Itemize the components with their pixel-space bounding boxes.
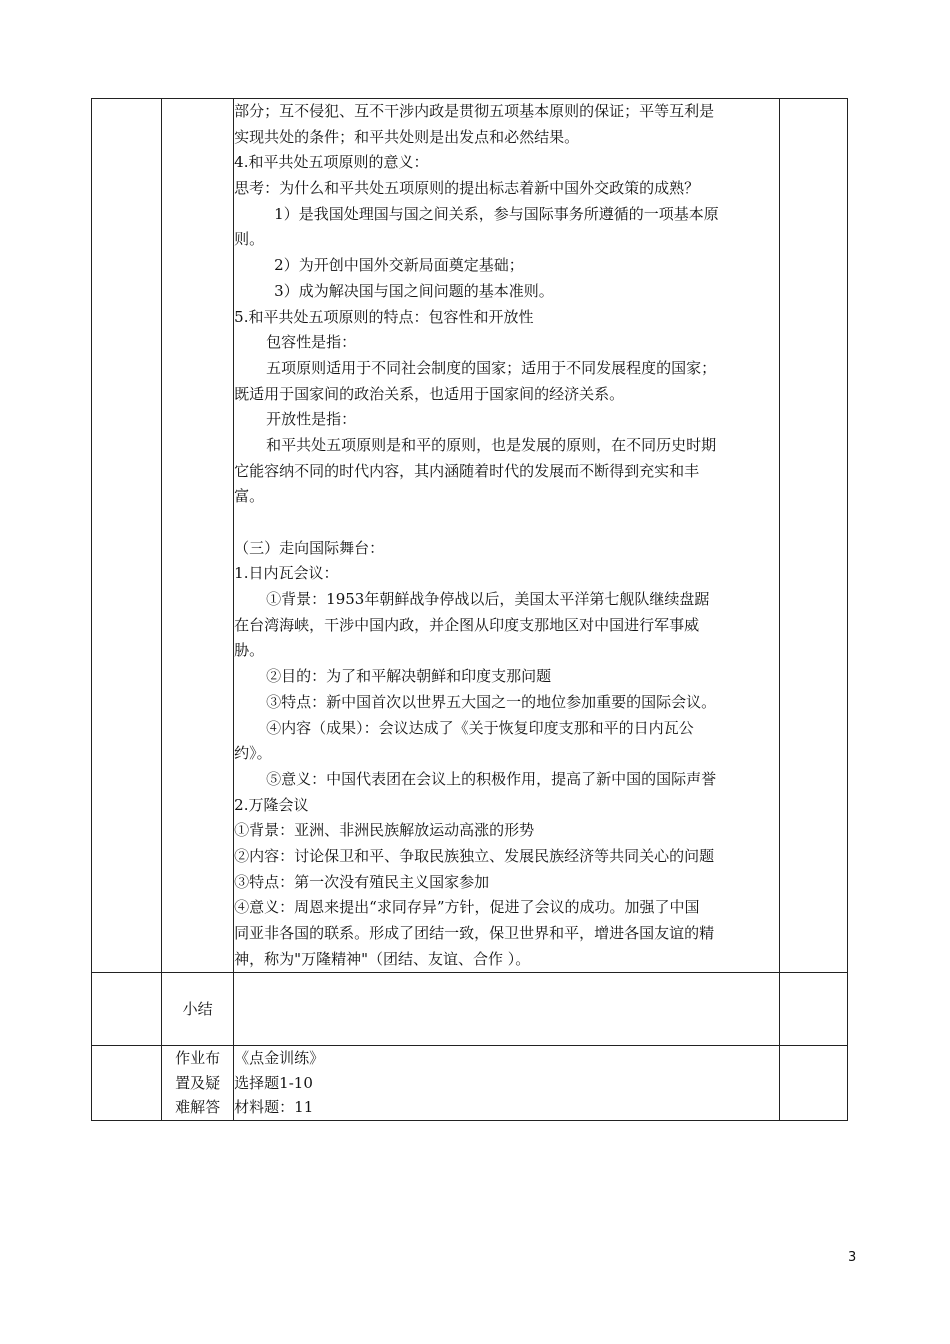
content-line: ①背景：亚洲、非洲民族解放运动高涨的形势 xyxy=(234,821,535,840)
content-line: 神，称为"万隆精神"（团结、友谊、合作 ）。 xyxy=(234,949,531,968)
homework-content-cell xyxy=(234,1046,780,1121)
content-line: 包容性是指： xyxy=(266,333,357,352)
blank-cell-1 xyxy=(92,99,162,973)
summary-blank-1 xyxy=(92,973,162,1046)
content-line: 和平共处五项原则是和平的原则，也是发展的原则，在不同历史时期 xyxy=(266,435,717,454)
content-line: 开放性是指： xyxy=(266,410,357,429)
page-number: 3 xyxy=(848,1250,857,1265)
homework-row xyxy=(92,1046,848,1121)
blank-line xyxy=(234,510,779,536)
lesson-content-cell xyxy=(234,99,780,973)
content-line: 在台湾海峡，干涉中国内政，并企图从印度支那地区对中国进行军事威 xyxy=(234,615,700,634)
content-line: ③特点：新中国首次以世界五大国之一的地位参加重要的国际会议。 xyxy=(266,692,717,711)
content-line: 既适用于国家间的政治关系，也适用于国家间的经济关系。 xyxy=(234,384,625,403)
blank-cell-4 xyxy=(779,99,847,973)
content-line: ⑤意义：中国代表团在会议上的积极作用，提高了新中国的国际声誉 xyxy=(266,769,717,788)
content-line: 它能容纳不同的时代内容，其内涵随着时代的发展而不断得到充实和丰 xyxy=(234,461,700,480)
content-line: ②目的：为了和平解决朝鲜和印度支那问题 xyxy=(266,667,552,686)
summary-content-cell xyxy=(234,973,780,1046)
content-line: 5.和平共处五项原则的特点：包容性和开放性 xyxy=(234,307,534,326)
content-line: 思考：为什么和平共处五项原则的提出标志着新中国外交政策的成熟？ xyxy=(234,179,700,198)
lesson-content xyxy=(234,99,779,972)
content-line: 同亚非各国的联系。形成了团结一致，保卫世界和平，增进各国友谊的精 xyxy=(234,924,715,942)
content-line: 则。 xyxy=(234,230,265,249)
content-line: 胁。 xyxy=(234,641,265,660)
content-line: ④内容（成果）：会议达成了《关于恢复印度支那和平的日内瓦公 xyxy=(266,718,694,737)
homework-line: 选择题1-10 xyxy=(234,1073,313,1092)
content-line: 部分；互不侵犯、互不干涉内政是贯彻五项基本原则的保证；平等互利是 xyxy=(234,102,715,120)
content-row xyxy=(92,99,848,973)
content-line: 4.和平共处五项原则的意义： xyxy=(234,153,429,172)
content-line: ①背景：1953年朝鲜战争停战以后，美国太平洋第七舰队继续盘踞 xyxy=(266,590,710,609)
lesson-plan-table xyxy=(91,98,848,1121)
content-line: 1）是我国处理国与国之间关系，参与国际事务所遵循的一项基本原 xyxy=(274,204,719,223)
content-line: ③特点：第一次没有殖民主义国家参加 xyxy=(234,872,490,891)
content-line: 2.万隆会议 xyxy=(234,795,309,814)
homework-blank-4 xyxy=(779,1046,847,1121)
homework-line: 《点金训练》 xyxy=(234,1049,325,1068)
content-line: 2）为开创中国外交新局面奠定基础； xyxy=(274,256,524,275)
content-line: ②内容：讨论保卫和平、争取民族独立、发展民族经济等共同关心的问题 xyxy=(234,846,715,865)
content-line: 3）成为解决国与国之间问题的基本准则。 xyxy=(274,281,554,300)
summary-row xyxy=(92,973,848,1046)
homework-line: 材料题：11 xyxy=(234,1098,314,1117)
content-line: （三）走向国际舞台： xyxy=(234,538,385,557)
homework-label xyxy=(162,1046,234,1121)
summary-blank-4 xyxy=(779,973,847,1046)
blank-cell-2 xyxy=(162,99,234,973)
homework-label-line: 难解答 xyxy=(175,1098,221,1117)
content-line: ④意义：周恩来提出“求同存异”方针，促进了会议的成功。加强了中国 xyxy=(234,898,700,917)
content-line: 五项原则适用于不同社会制度的国家；适用于不同发展程度的国家； xyxy=(266,358,717,377)
content-line: 1.日内瓦会议： xyxy=(234,564,339,583)
content-line: 实现共处的条件；和平共处则是出发点和必然结果。 xyxy=(234,127,580,146)
homework-label-line: 置及疑 xyxy=(175,1073,221,1092)
homework-blank-1 xyxy=(92,1046,162,1121)
content-line: 约》。 xyxy=(234,744,272,763)
homework-label-line: 作业布 xyxy=(175,1049,221,1068)
content-line: 富。 xyxy=(234,487,265,506)
summary-label: 小结 xyxy=(162,973,234,1046)
